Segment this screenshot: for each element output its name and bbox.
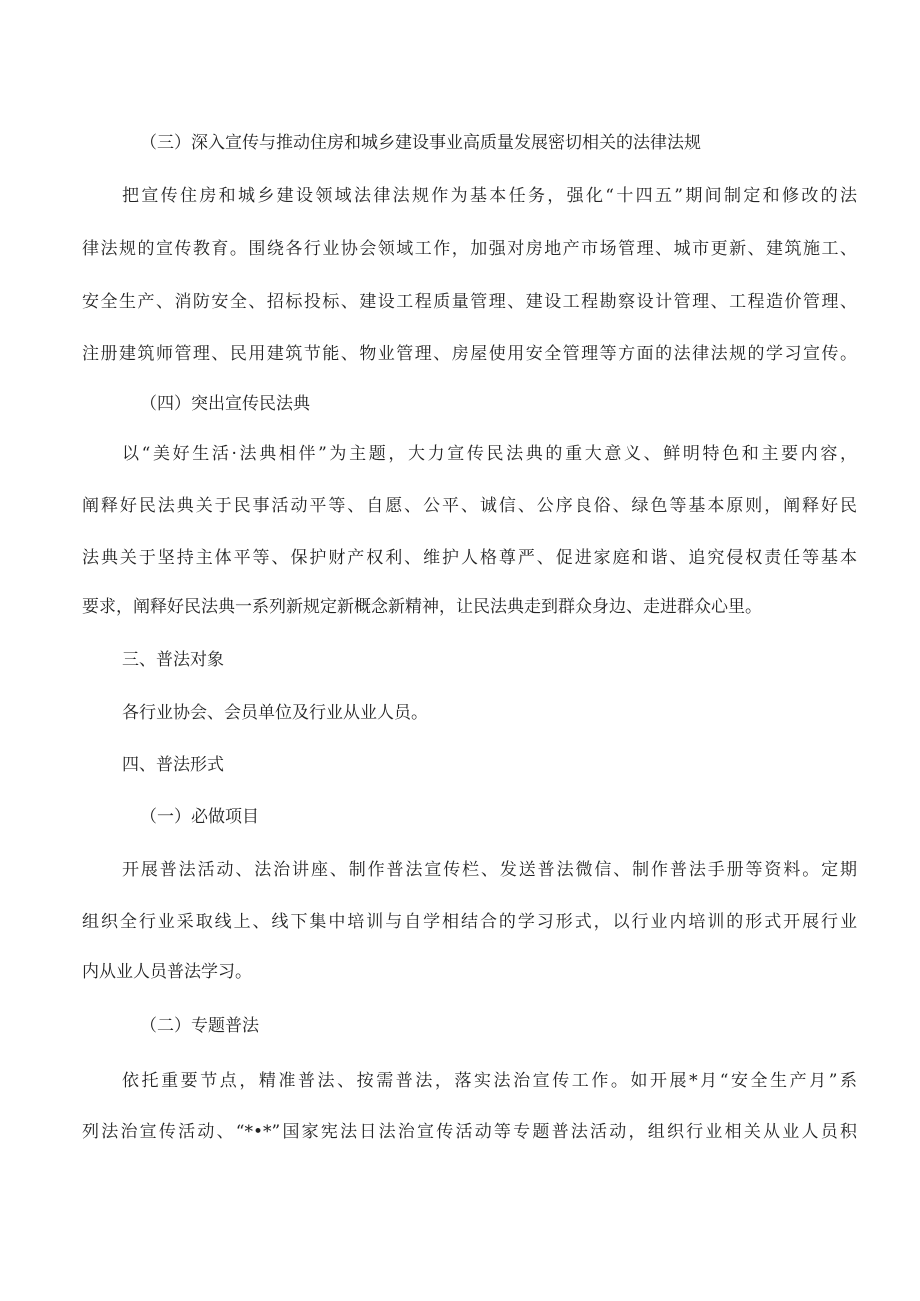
paragraph-line: 各行业协会、会员单位及行业从业人员。 bbox=[122, 703, 428, 723]
paragraph-line: 律法规的宣传教育。围绕各行业协会领域工作，加强对房地产市场管理、城市更新、建筑施工、 bbox=[82, 239, 857, 259]
heading-forms: 四、普法形式 bbox=[122, 755, 224, 775]
subheading-special-topics: （二）专题普法 bbox=[140, 1016, 259, 1036]
paragraph-line: 开展普法活动、法治讲座、制作普法宣传栏、发送普法微信、制作普法手册等资料。定期 bbox=[122, 860, 857, 880]
paragraph-line: 阐释好民法典关于民事活动平等、自愿、公平、诚信、公序良俗、绿色等基本原则，阐释好民 bbox=[82, 496, 857, 516]
paragraph-line: 要求，阐释好民法典一系列新规定新概念新精神，让民法典走到群众身边、走进群众心里。 bbox=[82, 597, 762, 617]
paragraph-line: 注册建筑师管理、民用建筑节能、物业管理、房屋使用安全管理等方面的法律法规的学习宣传。 bbox=[82, 344, 857, 364]
paragraph-line: 以“美好生活·法典相伴”为主题，大力宣传民法典的重大意义、鲜明特色和主要内容， bbox=[122, 444, 857, 464]
subheading-promote-housing-laws: （三）深入宣传与推动住房和城乡建设事业高质量发展密切相关的法律法规 bbox=[140, 133, 701, 153]
paragraph-line: 法典关于坚持主体平等、保护财产权利、维护人格尊严、促进家庭和谐、追究侵权责任等基本 bbox=[82, 548, 857, 568]
subheading-required-items: （一）必做项目 bbox=[140, 807, 259, 827]
heading-target-audience: 三、普法对象 bbox=[122, 650, 224, 670]
subheading-civil-code: （四）突出宣传民法典 bbox=[140, 394, 310, 414]
paragraph-line: 依托重要节点，精准普法、按需普法，落实法治宣传工作。如开展*月“安全生产月”系 bbox=[122, 1071, 857, 1091]
paragraph-line: 组织全行业采取线上、线下集中培训与自学相结合的学习形式，以行业内培训的形式开展行业 bbox=[82, 912, 857, 932]
paragraph-line: 把宣传住房和城乡建设领域法律法规作为基本任务，强化“十四五”期间制定和修改的法 bbox=[122, 186, 857, 206]
paragraph-line: 内从业人员普法学习。 bbox=[82, 962, 252, 982]
paragraph-line: 安全生产、消防安全、招标投标、建设工程质量管理、建设工程勘察设计管理、工程造价管理、 bbox=[82, 292, 857, 312]
paragraph-line: 列法治宣传活动、“*•*”国家宪法日法治宣传活动等专题普法活动，组织行业相关从业人员积 bbox=[82, 1122, 857, 1142]
